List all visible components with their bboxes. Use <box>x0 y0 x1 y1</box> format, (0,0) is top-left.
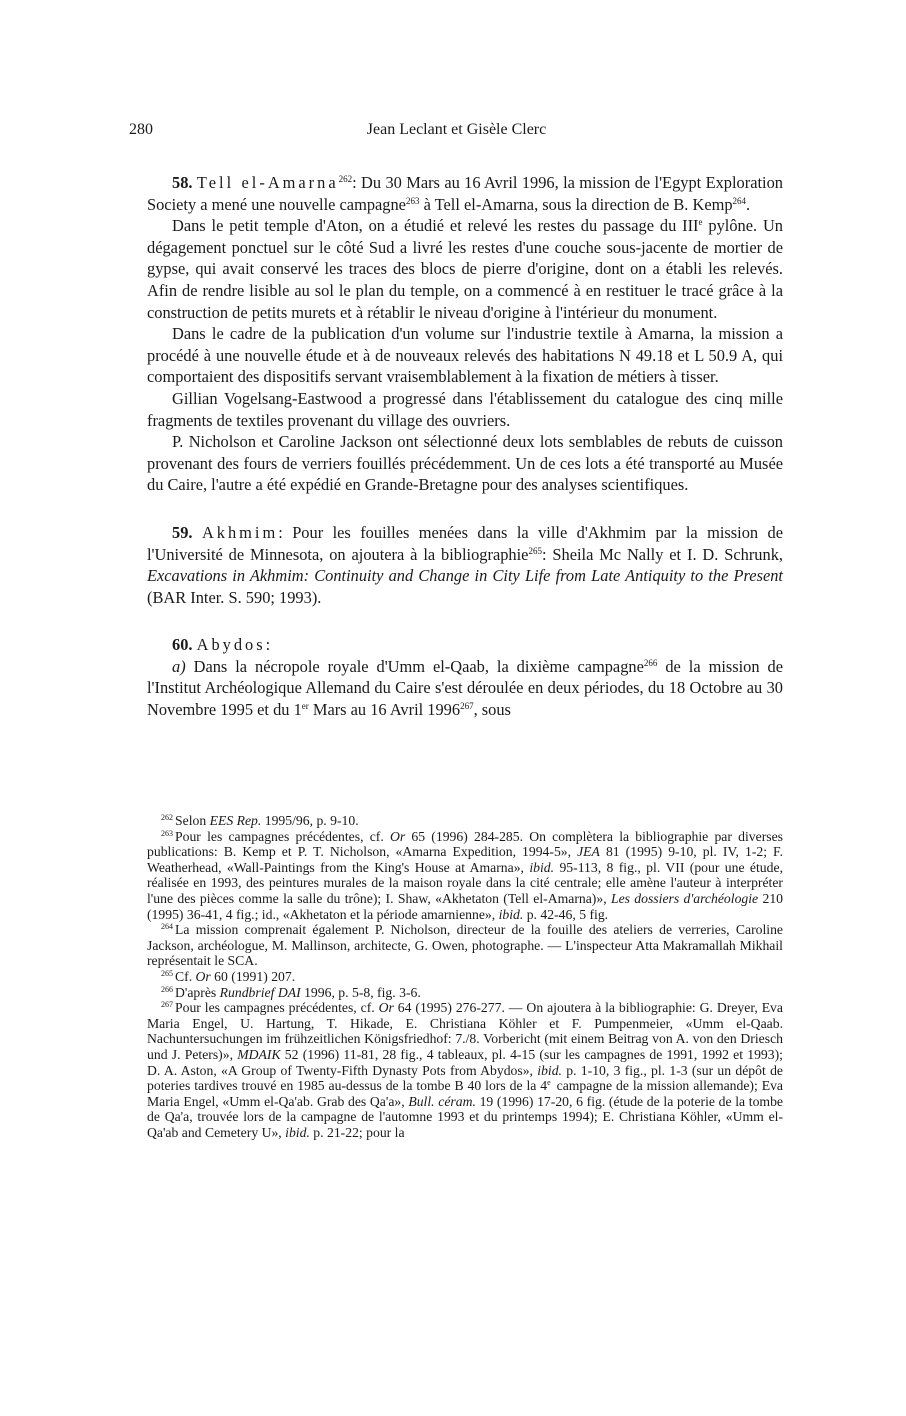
italic-text: Or <box>195 968 211 984</box>
text: : Sheila Mc Nally et I. D. Schrunk, <box>541 544 783 564</box>
text: Cf. <box>175 968 196 984</box>
page-header <box>129 121 784 145</box>
footnote-number: 262 <box>161 813 173 822</box>
site-name: Tell el-Amarna <box>196 173 339 192</box>
main-text <box>147 172 783 721</box>
italic-text: ibid. <box>537 1062 562 1078</box>
text: à Tell el-Amarna, sous la direction de B. Kemp <box>419 194 733 214</box>
paragraph <box>147 215 783 323</box>
text: pylône. Un dégagement ponctuel sur le côté Sud a livré les restes d'une couche sous-jacente de mortier de gypse, qui avait conservé les traces des blocs de pierre d'origine, dont on a établi les relevés. Afin de rendre lisible au sol le plan du temple, on a commencé à en restituer le tracé grâce à la construction de petits murets et à rétablir le niveau d'origine à l'intérieur du monument. <box>147 216 783 322</box>
text: : Pour les fouilles menées dans la ville d'Akhmim par la mission de l'Université de Minnesota, on ajoutera à la bibliographie <box>147 522 784 564</box>
text: de la mission de l'Institut Archéologique Allemand du Caire s'est déroulée en deux périodes, du 18 Octobre au 30 Novembre 1995 et du 1 <box>147 656 783 720</box>
paragraph <box>147 172 783 215</box>
text: campagne de la mission allemande); Eva Maria Engel, «Umm el-Qa'ab. Grab des Qa'a», <box>147 1078 784 1109</box>
text: , sous <box>473 700 511 720</box>
text: (BAR Inter. S. 590; 1993). <box>147 587 322 607</box>
text: p. 21-22; pour la <box>309 1124 405 1140</box>
text: Selon <box>175 813 210 828</box>
italic-text: Bull. céram. <box>408 1093 476 1109</box>
item-label: a) <box>172 656 186 676</box>
section-number: 59. <box>172 522 193 542</box>
footnote-262 <box>147 813 783 829</box>
italic-text: Rundbrief DAI <box>219 984 301 1000</box>
page-number: 280 <box>129 121 153 138</box>
text: Pour les campagnes précédentes, cf. <box>175 828 390 844</box>
text: 95-113, 8 fig., pl. VII (pour une étude, réalisée en 1993, des peintures murales de la maison royale dans la cité centrale; elle amène l'auteur à interpréter l'une des pièces comme la salle du trône); I. Shaw, «Akhetaton (Tell el-Amarna)», <box>147 859 783 906</box>
italic-text: Or <box>389 828 406 844</box>
italic-text: MDAIK <box>237 1046 281 1062</box>
footnote-267 <box>147 1000 783 1140</box>
italic-text: ibid. <box>498 906 524 922</box>
text: 60 (1991) 207. <box>210 968 296 984</box>
footnote-number: 265 <box>161 968 173 978</box>
text: Pour les campagnes précédentes, cf. <box>175 1000 379 1016</box>
italic-text: JEA <box>577 844 600 860</box>
text: 1995/96, p. 9-10. <box>261 813 359 828</box>
superscript: e <box>547 1078 551 1088</box>
italic-text: ibid. <box>529 859 555 875</box>
running-head: Jean Leclant et Gisèle Clerc <box>366 121 547 138</box>
superscript: e <box>698 217 703 228</box>
footnote-number: 267 <box>161 1000 173 1010</box>
text: 210 (1995) 36-41, 4 fig.; id., «Akhetaton et la période amarnienne», <box>147 890 784 922</box>
text: : Du 30 Mars au 16 Avril 1996, la mission de l'Egypt Exploration Society a mené une nouvelle campagne <box>147 173 783 214</box>
italic-text: EES Rep. <box>209 813 262 828</box>
footnote-ref: 264 <box>732 195 747 206</box>
footnote-263 <box>147 829 783 923</box>
section-58 <box>147 172 783 496</box>
site-name: Akhmim <box>201 522 279 542</box>
paragraph <box>147 656 783 721</box>
ordinal: er <box>301 701 309 712</box>
site-name: Abydos <box>196 635 266 655</box>
text: 52 (1996) 11-81, 28 fig., 4 tableaux, pl. 4-15 (sur les campagnes de 1991, 1992 et 1993); D. A. Aston, «A Group of Twenty-Fifth Dynasty Pots from Abydos», <box>147 1046 783 1078</box>
footnote-ref: 262 <box>338 174 353 184</box>
footnotes <box>147 813 783 1140</box>
text: Mars au 16 Avril 1996 <box>308 700 461 720</box>
text: p. 1-10, 3 fig., pl. 1-3 (sur un dépôt de poteries tardives trouvé en 1985 au-dessus de la tombe B 40 lors de la 4 <box>147 1062 783 1094</box>
text: . <box>746 194 751 214</box>
section-heading <box>147 634 783 656</box>
section-number: 60. <box>172 635 193 655</box>
paragraph: P. Nicholson et Caroline Jackson ont sélectionné deux lots semblables de rebuts de cuisson provenant des fours de verriers fouillés précédemment. Un de ces lots a été transporté au Musée du Caire, l'autre a été expédié en Grande-Bretagne pour des analyses scientifiques. <box>147 432 783 495</box>
section-60 <box>147 634 783 720</box>
footnote-number: 264 <box>161 922 173 932</box>
text: D'après <box>175 984 220 1000</box>
footnote-ref: 267 <box>460 701 474 712</box>
section-number: 58. <box>172 173 193 192</box>
text: 64 (1995) 276-277. — On ajoutera à la bibliographie: G. Dreyer, Eva Maria Engel, U. Hartung, T. Hikade, E. Christiana Köhler et F. Pumpenmeier, «Umm el-Qaab. Nachuntersuchungen im frühzeitlichen Königsfriedhof: 7./8. Vorbericht (mit einem Beitrag von A. von den Driesch und J. Peters)», <box>147 1000 783 1062</box>
footnote-ref: 266 <box>643 657 658 668</box>
footnote-266 <box>147 985 783 1001</box>
text: p. 42-46, 5 fig. <box>523 906 609 922</box>
footnote-ref: 265 <box>528 545 542 556</box>
text: 81 (1995) 9-10, pl. IV, 1-2; F. Weatherhead, «Wall-Paintings from the King's House at Amarna», <box>147 844 783 875</box>
text: 65 (1996) 284-285. On complètera la bibliographie par diverses publications: B. Kemp et P. T. Nicholson, «Amarna Expedition, 1994-5», <box>147 828 783 860</box>
footnote-264 <box>147 922 783 969</box>
italic-text: ibid. <box>285 1124 310 1140</box>
section-59 <box>147 522 783 608</box>
text: Dans le petit temple d'Aton, on a étudié et relevé les restes du passage du III <box>172 216 699 236</box>
footnote-number: 263 <box>161 828 173 838</box>
paragraph <box>147 522 783 608</box>
text: 19 (1996) 17-20, 6 fig. (étude de la poterie de la tombe de Qa'a, trouvée lors de la campagne de l'automne 1993 et du printemps 1994); E. Christiana Köhler, «Umm el-Qa'ab and Cemetery U», <box>147 1093 783 1140</box>
text: 1996, p. 5-8, fig. 3-6. <box>300 984 421 1000</box>
footnote-ref: 263 <box>405 195 420 206</box>
paragraph: Gillian Vogelsang-Eastwood a progressé dans l'établissement du catalogue des cinq mille fragments de textiles provenant du village des ouvriers. <box>147 388 783 430</box>
text: Dans la nécropole royale d'Umm el-Qaab, la dixième campagne <box>185 656 644 676</box>
italic-text: Or <box>378 1000 394 1016</box>
text: : <box>265 635 271 655</box>
paragraph: Dans le cadre de la publication d'un volume sur l'industrie textile à Amarna, la mission a procédé à une nouvelle étude et à de nouveaux relevés des habitations N 49.18 et L 50.9 A, qui comportaient des dispositifs servant vraisemblablement à la fixation de métiers à tisser. <box>147 324 783 387</box>
footnote-number: 266 <box>161 984 173 994</box>
text: La mission comprenait également P. Nicholson, directeur de la fouille des ateliers de verreries, Caroline Jackson, archéologue, M. Mallinson, architecte, G. Owen, photographe. — L'inspecteur Atta Makramallah Mikhail représentait le SCA. <box>147 922 783 969</box>
italic-text: Les dossiers d'archéologie <box>610 890 759 906</box>
footnote-265 <box>147 969 783 985</box>
book-title: Excavations in Akhmim: Continuity and Change in City Life from Late Antiquity to the Present <box>147 566 783 586</box>
